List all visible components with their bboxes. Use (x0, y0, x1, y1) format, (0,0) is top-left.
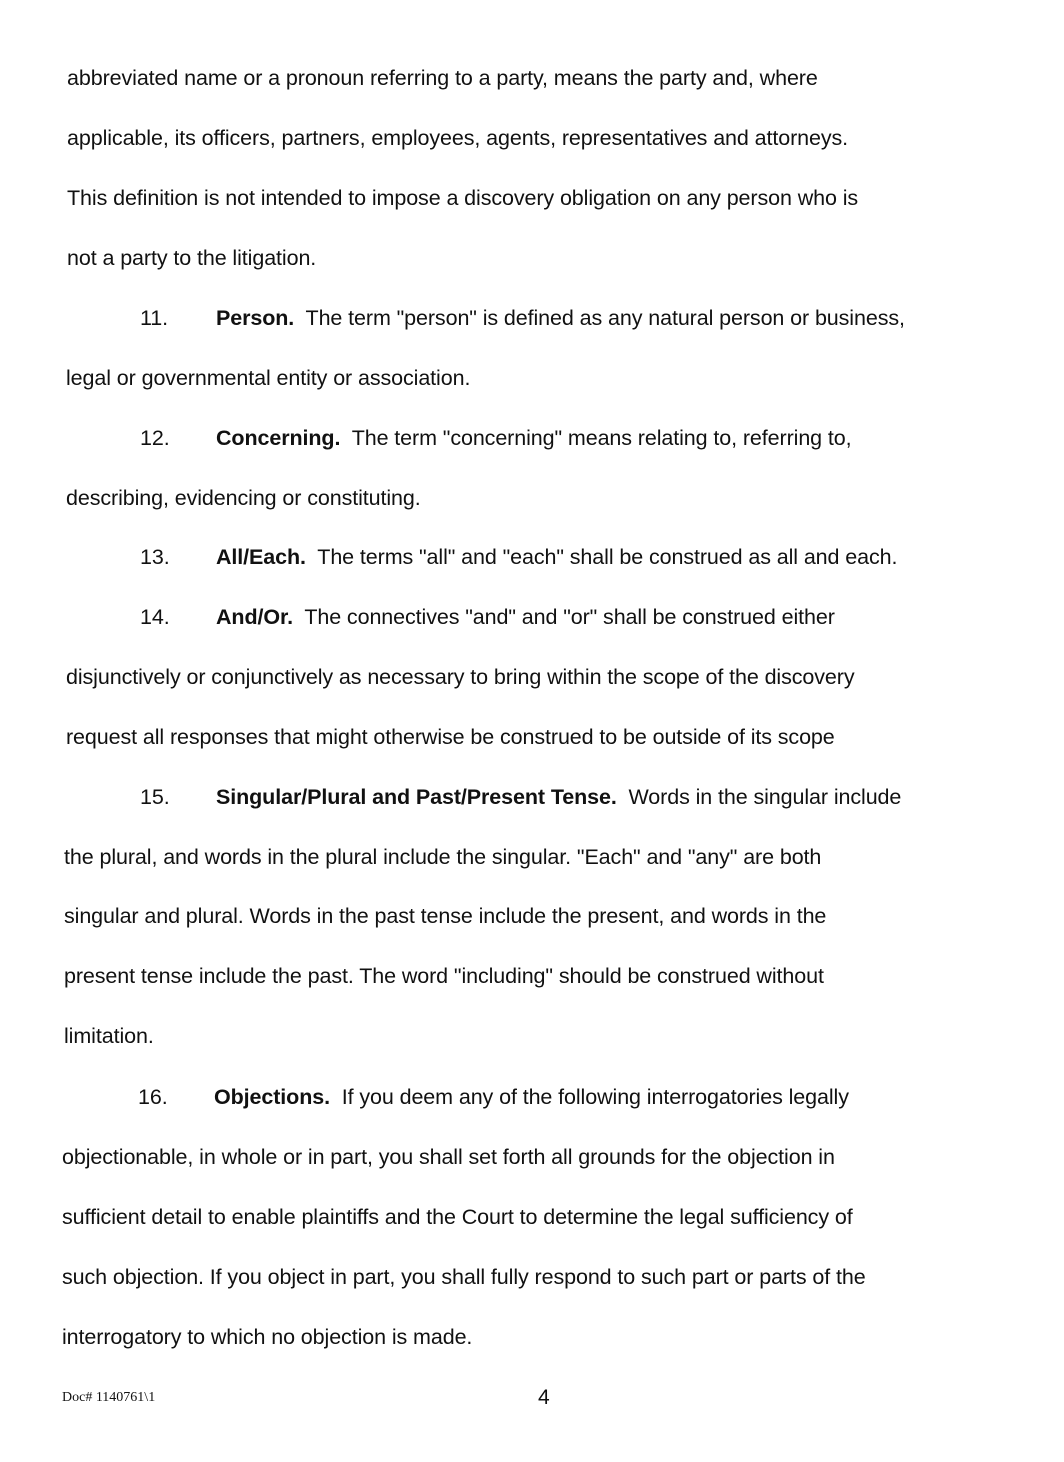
section-text: If you deem any of the following interrogatories legally (341, 1085, 849, 1109)
section-text: Words in the singular include (628, 785, 902, 809)
body-text-line: request all responses that might otherwise be construed to be outside of its scope (66, 725, 835, 749)
section-16-heading-line (138, 1083, 849, 1111)
body-text-line: objectionable, in whole or in part, you shall set forth all grounds for the objection in (62, 1145, 835, 1169)
section-number: 14. (140, 605, 170, 629)
section-text: The term "person" is defined as any natural person or business, (305, 306, 905, 330)
section-heading: And/Or. (216, 605, 293, 629)
body-text-line: interrogatory to which no objection is made. (62, 1325, 473, 1349)
body-text-line: the plural, and words in the plural include the singular. "Each" and "any" are both (64, 845, 822, 869)
section-13-heading-line (140, 543, 897, 571)
body-text-line: such objection. If you object in part, you shall fully respond to such part or parts of the (62, 1265, 866, 1289)
section-11-heading-line (140, 304, 905, 332)
body-text-line: describing, evidencing or constituting. (66, 486, 421, 510)
body-text-line: abbreviated name or a pronoun referring to a party, means the party and, where (67, 66, 818, 90)
section-15-heading-line (140, 783, 901, 811)
section-number: 15. (140, 785, 170, 809)
body-text-line: not a party to the litigation. (67, 246, 317, 270)
document-id: Doc# 1140761\1 (62, 1390, 156, 1405)
section-text: The terms "all" and "each" shall be construed as all and each. (317, 545, 898, 569)
body-text-line: This definition is not intended to impose a discovery obligation on any person who is (67, 186, 859, 210)
section-number: 16. (138, 1085, 168, 1109)
section-text: The connectives "and" and "or" shall be construed either (304, 605, 835, 629)
section-heading: Person. (216, 306, 295, 330)
section-12-heading-line (140, 424, 852, 452)
body-text-line: sufficient detail to enable plaintiffs and the Court to determine the legal sufficiency of (62, 1205, 853, 1229)
section-number: 12. (140, 426, 170, 450)
body-text-line: limitation. (64, 1024, 154, 1048)
page-number: 4 (538, 1386, 550, 1409)
body-text-line: applicable, its officers, partners, employees, agents, representatives and attorneys. (67, 126, 849, 150)
section-heading: Singular/Plural and Past/Present Tense. (216, 785, 617, 809)
section-heading: Concerning. (216, 426, 341, 450)
section-14-heading-line (140, 603, 835, 631)
section-number: 13. (140, 545, 170, 569)
section-heading: Objections. (214, 1085, 330, 1109)
body-text-line: disjunctively or conjunctively as necessary to bring within the scope of the discovery (66, 665, 855, 689)
section-heading: All/Each. (216, 545, 306, 569)
body-text-line: legal or governmental entity or association. (66, 366, 471, 390)
body-text-line: singular and plural. Words in the past tense include the present, and words in the (64, 904, 827, 928)
section-text: The term "concerning" means relating to, referring to, (351, 426, 852, 450)
section-number: 11. (140, 306, 168, 330)
body-text-line: present tense include the past. The word "including" should be construed without (64, 964, 824, 988)
